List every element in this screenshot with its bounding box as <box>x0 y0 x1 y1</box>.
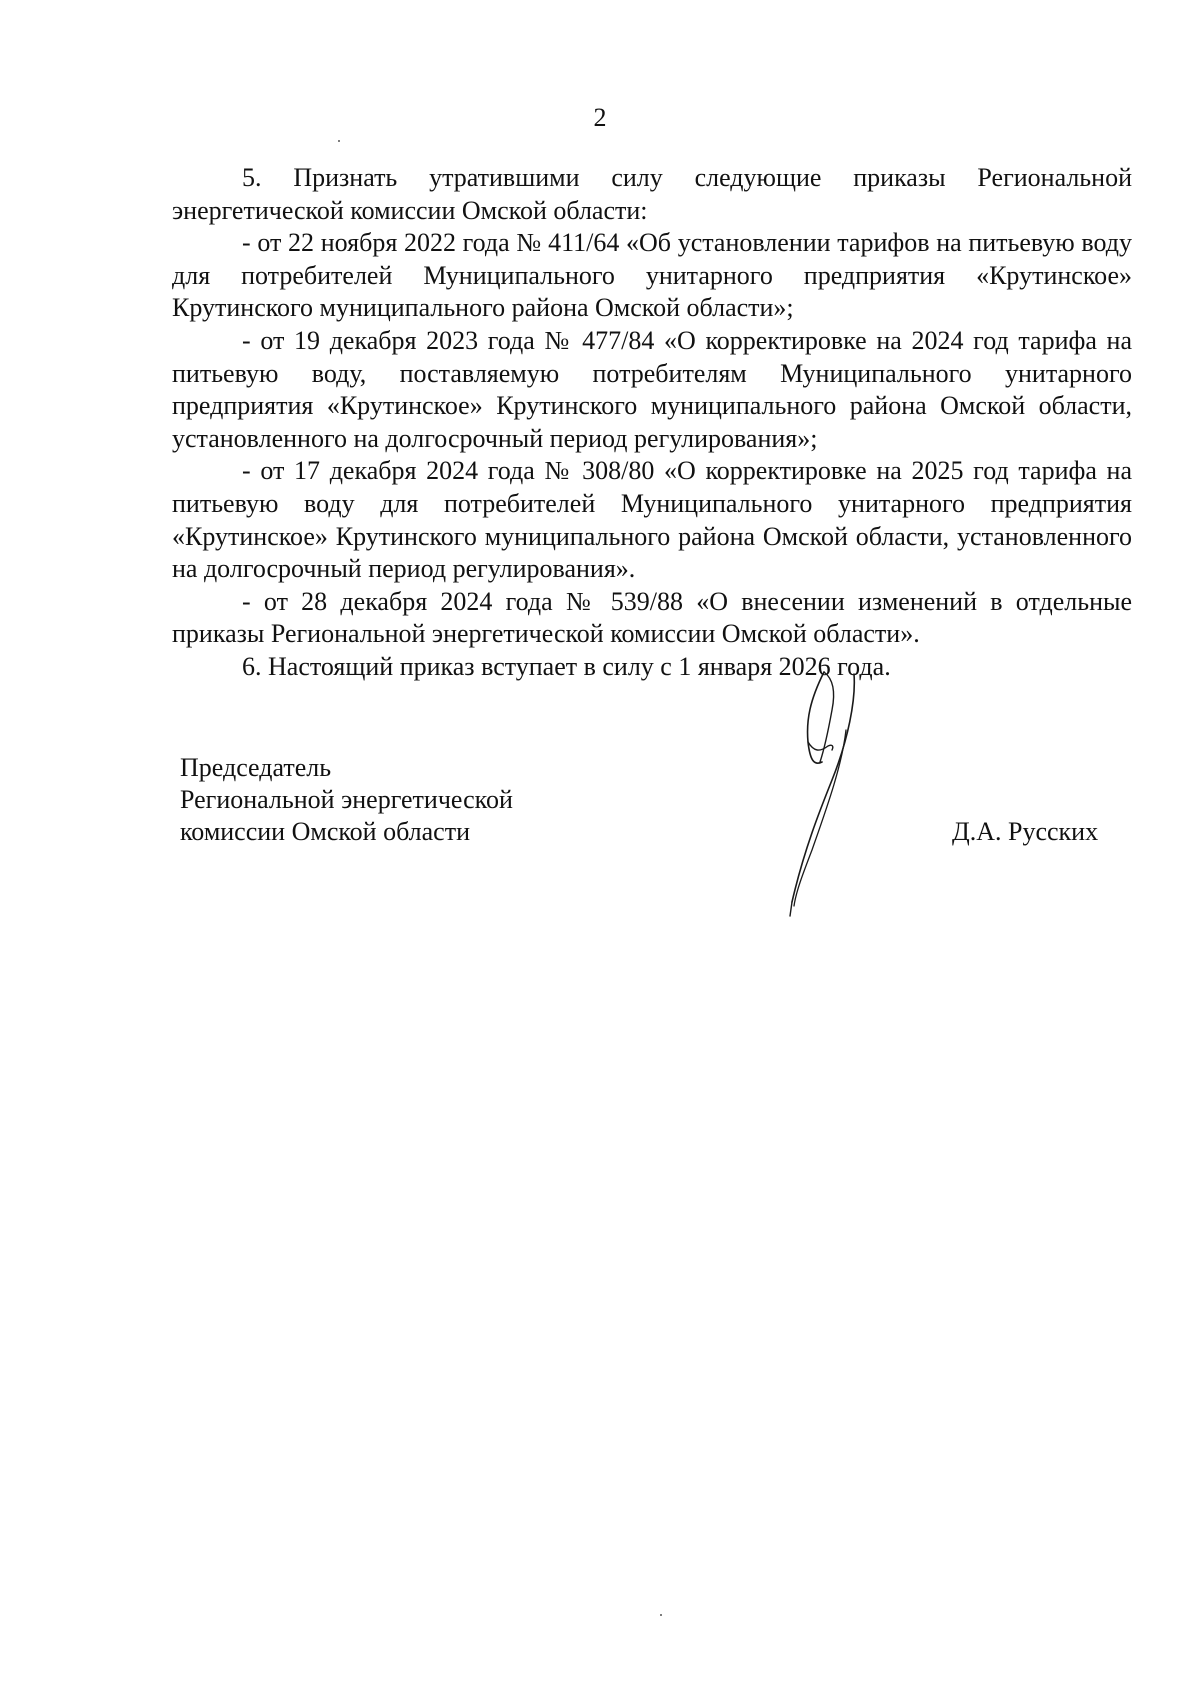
paragraph-repealed-order-4: - от 28 декабря 2024 года № 539/88 «О внесении изменений в отдельные приказы Региональной энергетической комиссии Омской области». <box>172 586 1132 649</box>
document-body <box>172 162 1132 684</box>
scan-speck <box>660 1614 662 1616</box>
handwritten-signature <box>762 670 912 930</box>
scan-speck <box>338 140 340 142</box>
paragraph-item-5: 5. Признать утратившими силу следующие приказы Региональной энергетической комиссии Омской области: <box>172 163 1132 225</box>
paragraph-repealed-order-2: - от 19 декабря 2023 года № 477/84 «О корректировке на 2024 год тарифа на питьевую воду, поставляемую потребителям Муниципального унитарного предприятия «Крутинское» Крутинского муниципального района Омской области, установленного на долгосрочный период регулирования»; <box>172 325 1132 453</box>
paragraph-repealed-order-1: - от 22 ноября 2022 года № 411/64 «Об установлении тарифов на питьевую воду для потребителей Муниципального унитарного предприятия «Крутинское» Крутинского муниципального района Омской области»; <box>172 228 1132 323</box>
paragraph-item-6: 6. Настоящий приказ вступает в силу с 1 января 2026 года. <box>242 651 891 681</box>
paragraph-repealed-order-3: - от 17 декабря 2024 года № 308/80 «О корректировке на 2025 год тарифа на питьевую воду для потребителей Муниципального унитарного предприятия «Крутинское» Крутинского муниципального района Омской области, установленного на долгосрочный период регулирования». <box>172 456 1132 584</box>
signatory-name: Д.А. Русских <box>952 817 1099 846</box>
signatory-title-line: Региональной энергетической <box>180 785 513 814</box>
signatory-title <box>180 752 513 848</box>
signatory-title-line: комиссии Омской области <box>180 817 470 846</box>
signatory-title-line: Председатель <box>180 753 332 782</box>
page-number: 2 <box>593 103 607 132</box>
